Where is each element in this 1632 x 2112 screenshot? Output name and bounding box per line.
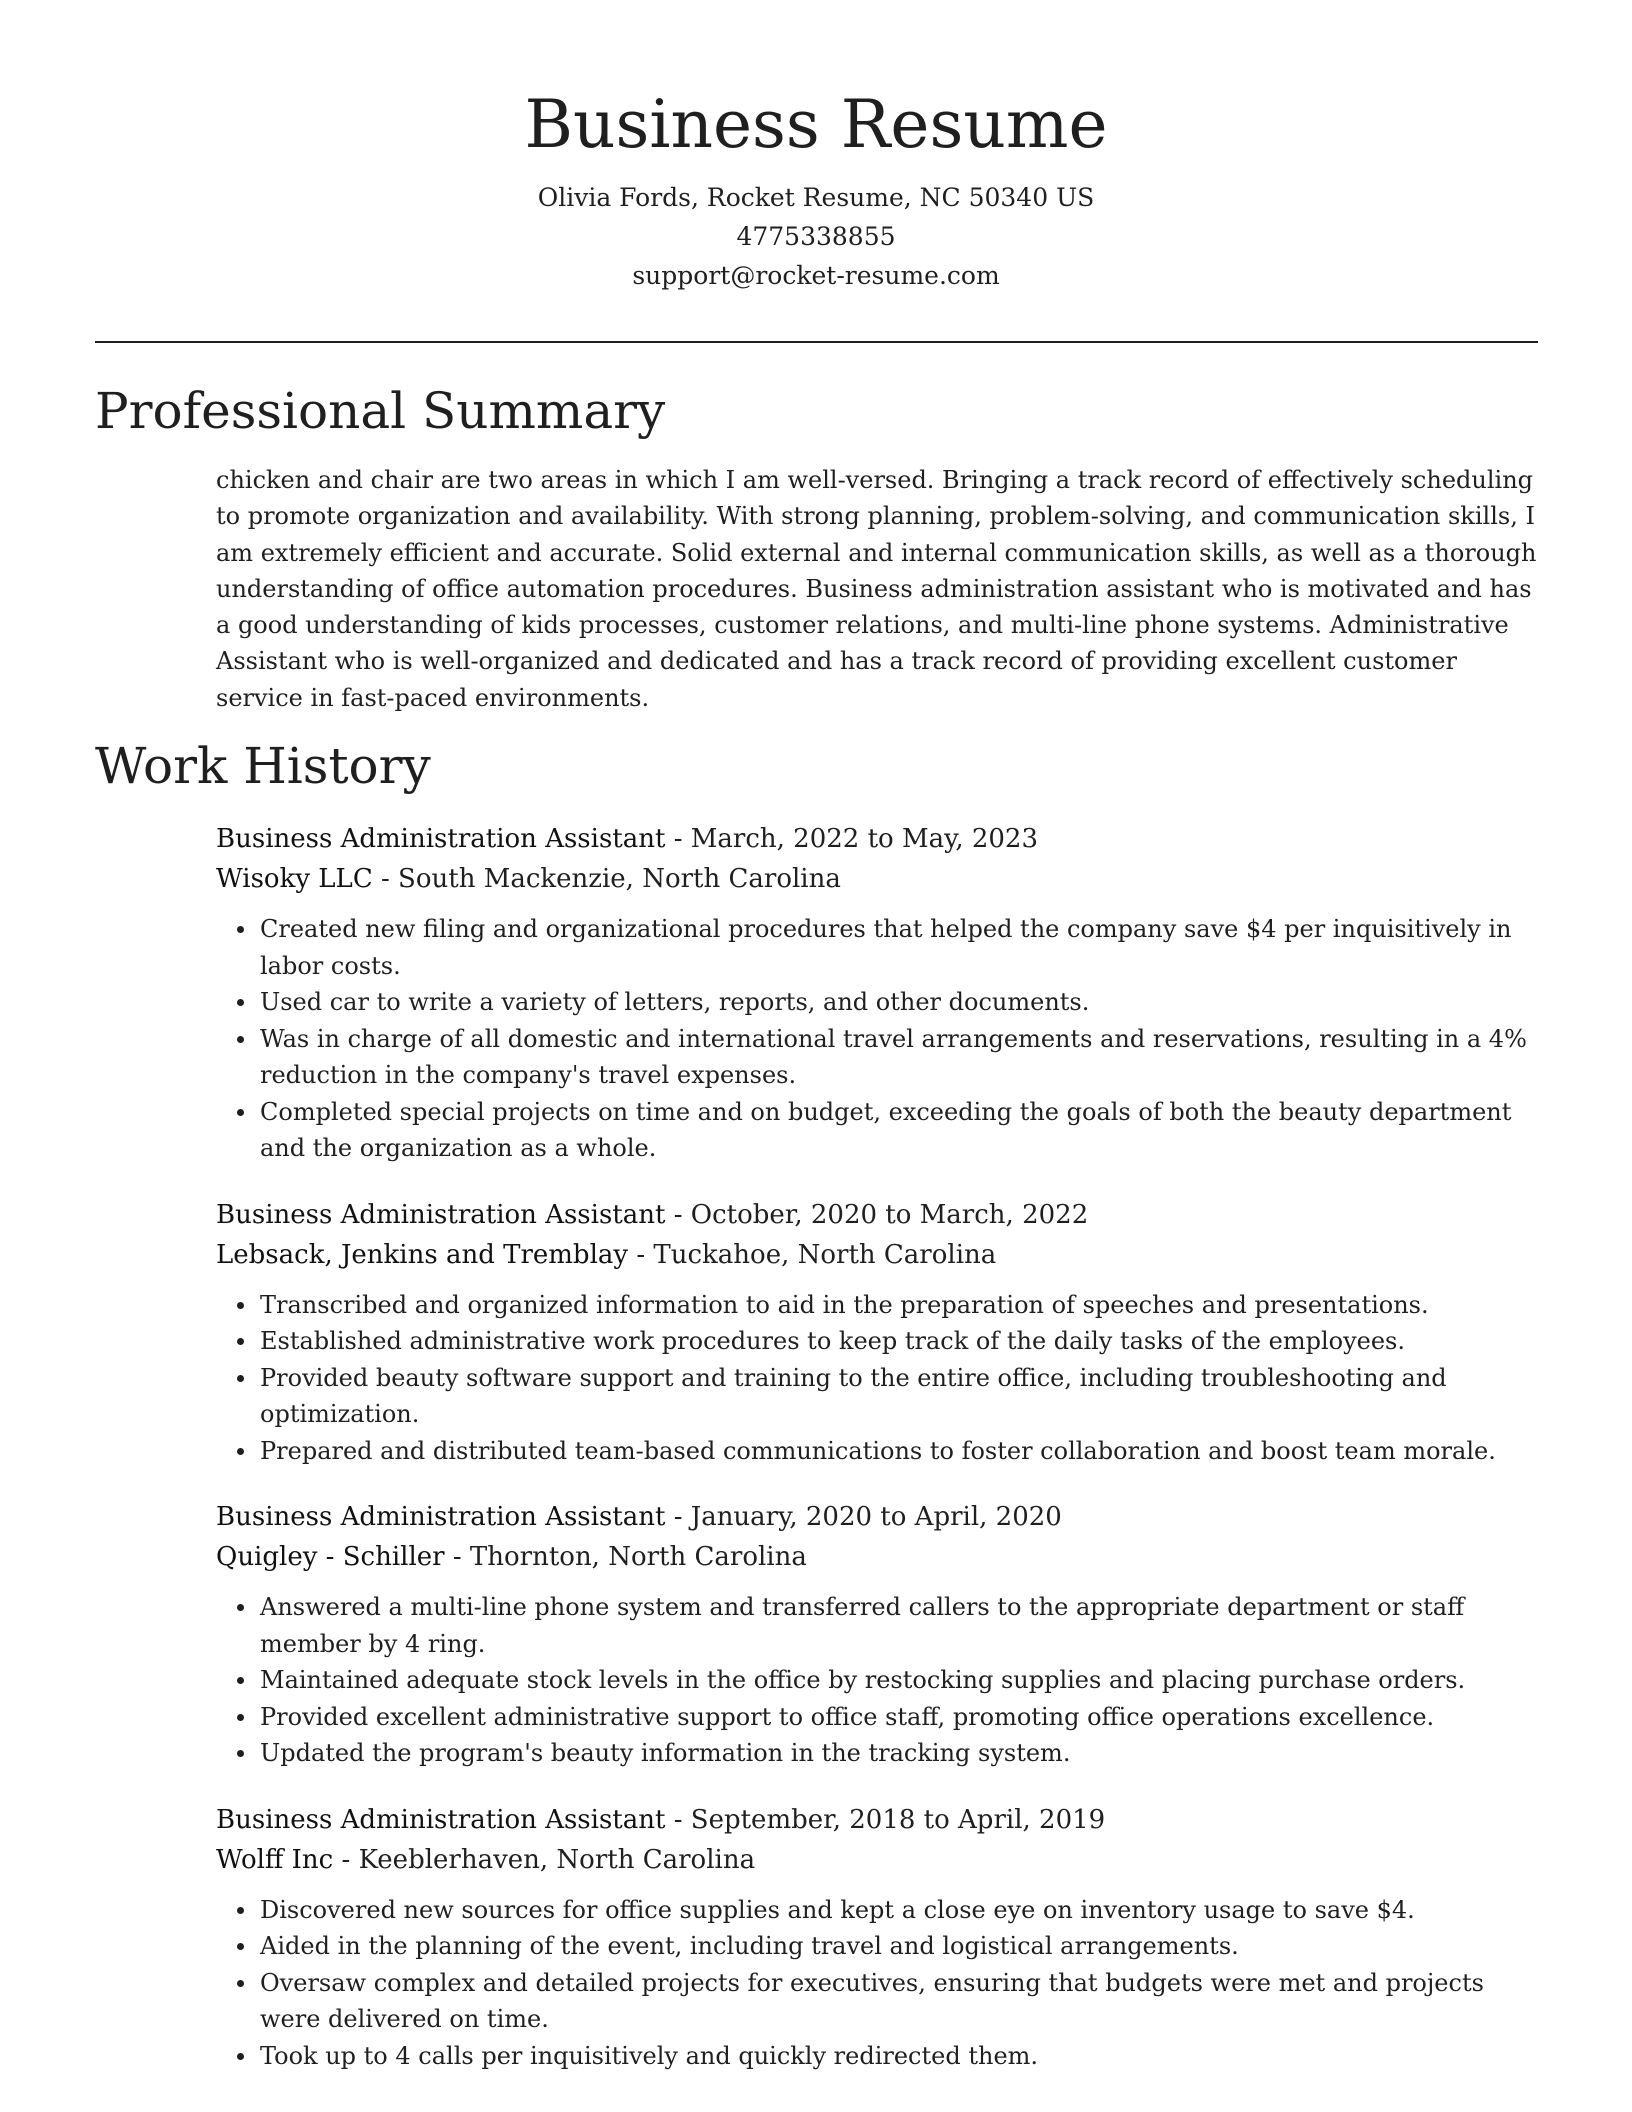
work-entry [216, 1195, 1538, 1470]
job-bullet: Provided excellent administrative support to office staff, promoting office operations excellence. [260, 1699, 1538, 1736]
job-dates: - October, 2020 to March, 2022 [665, 1199, 1089, 1230]
job-bullet: Oversaw complex and detailed projects for executives, ensuring that budgets were met and projects were delivered on time. [260, 1965, 1538, 2038]
job-title-line [216, 1497, 1538, 1537]
job-bullet-list [216, 1287, 1538, 1470]
job-company: Quigley - Schiller [216, 1542, 445, 1572]
job-company-line [216, 1235, 1538, 1275]
job-dates: - January, 2020 to April, 2020 [665, 1502, 1062, 1532]
job-location: - Tuckahoe, North Carolina [628, 1239, 997, 1270]
job-bullet-list [216, 1892, 1538, 2075]
job-company: Lebsack, Jenkins and Tremblay [216, 1239, 629, 1270]
work-entry [216, 1497, 1538, 1772]
job-bullet: Prepared and distributed team-based communications to foster collaboration and boost team morale. [260, 1433, 1538, 1470]
work-history-heading: Work History [95, 737, 431, 795]
job-company: Wolff Inc [216, 1844, 334, 1875]
job-title-line [216, 819, 1538, 859]
summary-heading: Professional Summary [95, 382, 666, 440]
contact-address: Olivia Fords, Rocket Resume, NC 50340 US [537, 183, 1095, 212]
contact-phone: 4775338855 [736, 222, 896, 251]
job-bullet: Took up to 4 calls per inquisitively and quickly redirected them. [260, 2038, 1538, 2075]
job-bullet: Answered a multi-line phone system and transferred callers to the appropriate department or staff member by 4 ring. [260, 1589, 1538, 1662]
job-location: - Thornton, North Carolina [444, 1542, 807, 1572]
job-company: Wisoky LLC [216, 864, 373, 894]
job-dates: - September, 2018 to April, 2019 [665, 1804, 1106, 1835]
job-bullet: Completed special projects on time and on budget, exceeding the goals of both the beauty department and the organization as a whole. [260, 1094, 1538, 1167]
job-bullet: Transcribed and organized information to aid in the preparation of speeches and presentations. [260, 1287, 1538, 1324]
job-location: - South Mackenzie, North Carolina [372, 864, 841, 894]
job-company-line [216, 1840, 1538, 1880]
job-title: Business Administration Assistant [216, 824, 666, 854]
job-title-line [216, 1195, 1538, 1235]
job-title-line [216, 1800, 1538, 1840]
job-title: Business Administration Assistant [216, 1199, 666, 1230]
job-bullet: Established administrative work procedures to keep track of the daily tasks of the employees. [260, 1323, 1538, 1360]
header-divider [95, 341, 1538, 343]
job-location: - Keeblerhaven, North Carolina [333, 1844, 756, 1875]
job-company-line [216, 859, 1538, 899]
job-bullet: Was in charge of all domestic and international travel arrangements and reservations, resulting in a 4% reduction in the company's travel expenses. [260, 1021, 1538, 1094]
job-title: Business Administration Assistant [216, 1804, 666, 1835]
job-bullet-list [216, 1589, 1538, 1772]
job-company-line [216, 1537, 1538, 1577]
job-bullet-list [216, 911, 1538, 1167]
job-dates: - March, 2022 to May, 2023 [665, 824, 1039, 854]
job-bullet: Provided beauty software support and training to the entire office, including troubleshooting and optimization. [260, 1360, 1538, 1433]
job-bullet: Created new filing and organizational procedures that helped the company save $4 per inquisitively in labor costs. [260, 911, 1538, 984]
document-title: Business Resume [524, 86, 1108, 163]
job-bullet: Used car to write a variety of letters, reports, and other documents. [260, 984, 1538, 1021]
job-bullet: Discovered new sources for office supplies and kept a close eye on inventory usage to save $4. [260, 1892, 1538, 1929]
job-bullet: Aided in the planning of the event, including travel and logistical arrangements. [260, 1928, 1538, 1965]
job-title: Business Administration Assistant [216, 1502, 666, 1532]
contact-email: support@rocket-resume.com [632, 261, 1000, 290]
resume-header [0, 82, 1632, 295]
work-entry [216, 819, 1538, 1167]
summary-text: chicken and chair are two areas in which I am well-versed. Bringing a track record of effectively scheduling to promote organization and availability. With strong planning, problem-solving, and communication skills, I am extremely efficient and accurate. Solid external and internal communication skills, as well as a thorough understanding of office automation procedures. Business administration assistant who is motivated and has a good understanding of kids processes, customer relations, and multi-line phone systems. Administrative Assistant who is well-organized and dedicated and has a track record of providing excellent customer service in fast-paced environments. [216, 466, 1537, 712]
contact-block [0, 178, 1632, 295]
job-bullet: Maintained adequate stock levels in the office by restocking supplies and placing purchase orders. [260, 1662, 1538, 1699]
work-entry [216, 1800, 1538, 2075]
work-history-list [216, 819, 1538, 2074]
job-bullet: Updated the program's beauty information in the tracking system. [260, 1735, 1538, 1772]
